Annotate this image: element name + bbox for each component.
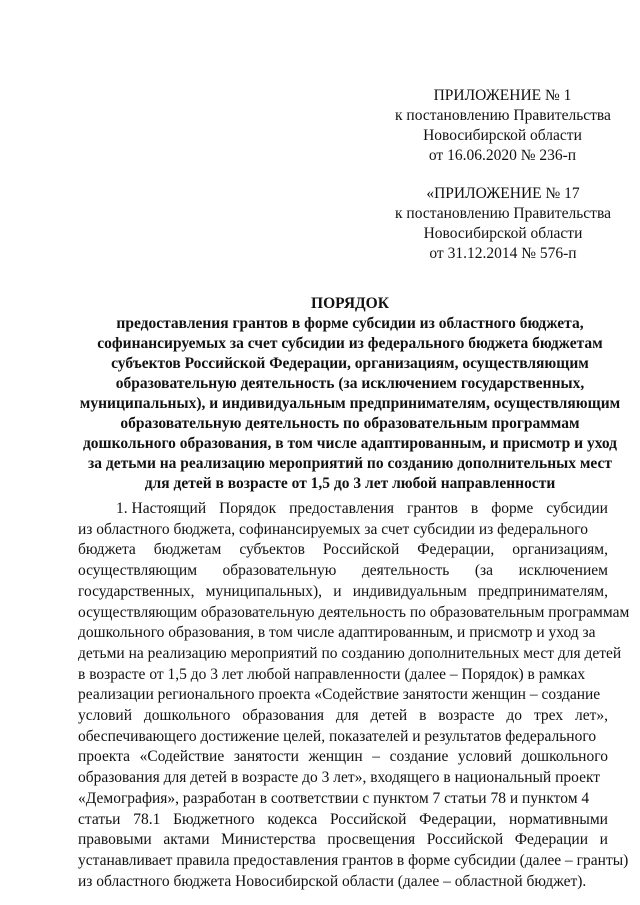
body-line: [78, 540, 608, 561]
body-word: Федерации,: [419, 810, 497, 828]
body-word: в: [419, 707, 427, 725]
body-line: [78, 623, 608, 644]
body-word: осуществляющим: [78, 562, 198, 580]
body-line: [78, 747, 608, 768]
body-word: муниципальных),: [205, 582, 323, 600]
body-word: бюджетам: [153, 541, 222, 559]
body-word: (за: [474, 562, 494, 580]
title-line: образовательную деятельность по образовательным программам: [120, 415, 580, 432]
appendix-1-line: ПРИЛОЖЕНИЕ № 1: [433, 87, 572, 104]
body-word: дошкольного образования, в том числе адаптированным, и присмотр и уход за: [78, 624, 596, 642]
body-line: [78, 582, 608, 603]
appendix-1-line: к постановлению Правительства: [395, 107, 611, 124]
appendix-17-line: к постановлению Правительства: [395, 205, 611, 222]
body-line: [78, 830, 608, 851]
body-word: Федерации: [514, 831, 588, 849]
body-word: правовыми: [78, 831, 152, 849]
body-word: индивидуальным: [352, 582, 467, 600]
body-word: осуществляющим образовательную деятельность по образовательным программам: [78, 603, 630, 621]
body-word: 78.1: [133, 810, 161, 828]
body-word: бюджета: [78, 541, 136, 559]
body-word: занятости: [233, 748, 299, 766]
body-word: Российской: [330, 810, 407, 828]
body-word: кодекса: [267, 810, 318, 828]
body-word: организациям,: [512, 541, 608, 559]
body-word: детей: [370, 707, 408, 725]
body-word: возрасте: [438, 707, 495, 725]
body-word: просвещения: [327, 831, 416, 849]
body-line: [78, 727, 608, 748]
body-word: из областного бюджета Новосибирской области (далее – областной бюджет).: [78, 872, 587, 890]
body-word: в возрасте от 1,5 до 3 лет любой направленности (далее – Порядок) в рамках: [78, 665, 586, 683]
body-word: устанавливает правила предоставления грантов в форме субсидии (далее – гранты): [78, 851, 629, 869]
body-word: –: [372, 748, 381, 766]
body-word: в: [470, 500, 479, 517]
body-line: [78, 789, 608, 810]
body-word: 1. Настоящий: [116, 500, 207, 517]
appendix-17-header: [393, 184, 613, 264]
body-word: из областного бюджета, софинансируемых за счет субсидии из федерального: [78, 520, 588, 538]
title-line: для детей в возрасте от 1,5 до 3 лет любой направленности: [144, 475, 556, 492]
body-word: Министерства: [221, 831, 316, 849]
body-line: [78, 520, 608, 541]
title-line: дошкольного образования, в том числе адаптированным, и присмотр и уход: [82, 435, 618, 452]
body-word: «Содействие: [139, 748, 225, 766]
title-line: за детьми на реализацию мероприятий по созданию дополнительных мест: [88, 455, 612, 472]
body-word: условий: [78, 707, 133, 725]
body-word: Бюджетного: [173, 810, 255, 828]
body-word: образовательную: [222, 562, 337, 580]
body-line: [78, 810, 608, 831]
body-word: «Демография», разработан в соответствии с пунктом 7 статьи 78 и пунктом 4: [78, 789, 590, 807]
body-line: [78, 665, 608, 686]
title-line: образовательную деятельность (за исключением государственных,: [115, 375, 585, 392]
body-word: форме: [491, 500, 534, 517]
body-word: Порядок: [219, 500, 277, 517]
body-word: предоставления: [289, 500, 395, 517]
appendix-1-line: Новосибирской области: [423, 127, 582, 144]
body-word: для: [335, 707, 359, 725]
body-word: реализации регионального проекта «Содействие занятости женщин – создание: [78, 686, 601, 704]
title-line: субъектов Российской Федерации, организациям, осуществляющим: [111, 355, 589, 372]
body-line: [78, 644, 622, 665]
body-word: дошкольного: [143, 707, 231, 725]
body-line: [78, 603, 630, 624]
body-line: [78, 872, 608, 893]
body-line: [78, 499, 608, 520]
body-line: [78, 851, 629, 872]
body-word: детьми на реализацию мероприятий по созданию дополнительных мест для детей: [78, 644, 622, 662]
body-line: [78, 561, 608, 582]
body-word: и: [599, 831, 608, 849]
title-heading: ПОРЯДОК: [311, 295, 389, 312]
title-line: предоставления грантов в форме субсидии из областного бюджета,: [116, 315, 584, 332]
body-word: дошкольного: [521, 748, 608, 766]
body-word: деятельность: [361, 562, 450, 580]
body-word: обеспечивающего достижение целей, показателей и результатов федерального: [78, 727, 597, 745]
body-word: Российской: [322, 541, 400, 559]
body-line: [78, 706, 608, 727]
body-word: и: [333, 582, 342, 600]
body-word: предпринимателям,: [478, 582, 608, 600]
document-title: [60, 294, 640, 494]
body-word: лет»,: [574, 707, 608, 725]
title-line: софинансируемых за счет субсидии из федерального бюджета бюджетам: [97, 335, 603, 352]
appendix-1-header: [395, 86, 610, 166]
body-word: грантов: [407, 500, 458, 517]
body-line: [78, 685, 608, 706]
title-line: муниципальных), и индивидуальным предпринимателям, осуществляющим: [79, 395, 621, 412]
appendix-17-line: от 31.12.2014 № 576-п: [429, 245, 577, 262]
body-word: актами: [163, 831, 210, 849]
appendix-17-line: Новосибирской области: [423, 225, 583, 242]
body-word: образования для детей в возрасте до 3 лет», входящего в национальный проект: [78, 769, 601, 787]
body-word: Российской: [426, 831, 504, 849]
body-word: статьи: [78, 810, 121, 828]
body-word: создание: [389, 748, 449, 766]
body-word: нормативными: [508, 810, 608, 828]
body-word: исключением: [518, 562, 608, 580]
appendix-17-line: «ПРИЛОЖЕНИЕ № 17: [426, 185, 580, 202]
body-word: до: [506, 707, 523, 725]
body-word: трех: [533, 707, 564, 725]
body-word: субсидии: [546, 500, 608, 517]
body-word: субъектов: [239, 541, 305, 559]
body-word: проекта: [78, 748, 131, 766]
body-word: образования: [242, 707, 324, 725]
appendix-1-line: от 16.06.2020 № 236-п: [428, 147, 577, 164]
body-word: Федерации,: [417, 541, 495, 559]
body-word: женщин: [308, 748, 363, 766]
body-line: [78, 768, 608, 789]
body-word: государственных,: [78, 582, 195, 600]
paragraph-1: [78, 499, 630, 892]
body-word: условий: [457, 748, 512, 766]
